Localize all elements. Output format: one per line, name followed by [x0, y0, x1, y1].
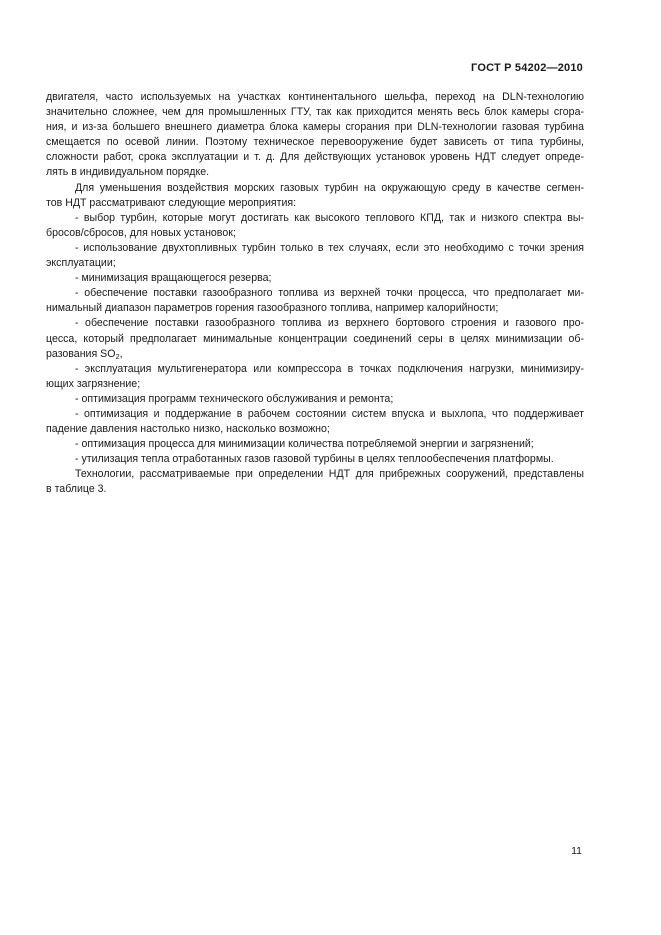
text-line: - оптимизация процесса для минимизации количества потребляемой энергии и загрязнений; [75, 438, 534, 451]
text-line: - обеспечение поставки газообразного топлива из верхнего бортового строения и газового про- [75, 317, 584, 330]
text-line: разования $SO_2$, [46, 347, 123, 361]
text-line: лять в индивидуальном порядке. [46, 166, 210, 179]
text-line: - минимизация вращающегося резерва; [75, 272, 272, 285]
standard-designation: ГОСТ Р 54202—2010 [471, 62, 583, 74]
text-line: в таблице 3. [46, 483, 107, 496]
text-line: сложности работ, срока эксплуатации и т. д. Для действующих установок уровень НДТ следует опреде- [46, 151, 584, 164]
text-line: - утилизация тепла отработанных газов газовой турбины в целях теплообеспечения платформы. [75, 453, 554, 466]
text-line: смещается по осевой линии. Поэтому техническое перевооружение будет зависеть от типа турбины, [46, 136, 584, 149]
page-number: 11 [571, 845, 582, 857]
text-line: эксплуатации; [46, 257, 116, 270]
text-line: - оптимизация программ технического обслуживания и ремонта; [75, 392, 394, 405]
text-line: - обеспечение поставки газообразного топлива из верхней точки процесса, что предполагает ми- [75, 287, 584, 300]
subscript: 2 [115, 351, 120, 361]
text-line: - использование двухтопливных турбин только в тех случаях, если это необходимо с точки зрения [75, 241, 584, 254]
text-line: бросов/сбросов, для новых установок; [46, 226, 236, 239]
text-line: - оптимизация и поддержание в рабочем состоянии систем впуска и выхлопа, что поддерживает [75, 407, 584, 420]
text-line: - выбор турбин, которые могут достигать как высокого теплового КПД, так и низкого спектра вы- [75, 211, 584, 224]
body-text [46, 90, 584, 498]
text-line: Технологии, рассматриваемые при определении НДТ для прибрежных сооружений, представлены [75, 468, 584, 481]
text-line: падение давления настолько низко, насколько возможно; [46, 423, 330, 436]
text-line: цесса, который предполагает минимальные концентрации соединений серы в целях минимизации об- [46, 332, 584, 345]
text-line: ющих загрязнение; [46, 377, 141, 390]
text-line: Для уменьшения воздействия морских газовых турбин на окружающую среду в качестве сегмен- [75, 181, 584, 194]
text-line: двигателя, часто используемых на участках континентального шельфа, переход на DLN-технологию [46, 91, 584, 103]
text-line: тов НДТ рассматривают следующие мероприятия: [46, 196, 297, 209]
text-line: нимальный диапазон параметров горения газообразного топлива, например калорийности; [46, 302, 499, 315]
text-line: значительно сложнее, чем для промышленных ГТУ, так как приходится менять весь блок камеры сгора- [46, 106, 584, 119]
text-line: - эксплуатация мультигенератора или компрессора в точках подключения нагрузки, минимизиру- [75, 362, 584, 375]
text-line: ния, и из-за большего внешнего диаметра блока камеры сгорания при DLN-технологии газовая турбина [46, 121, 584, 134]
